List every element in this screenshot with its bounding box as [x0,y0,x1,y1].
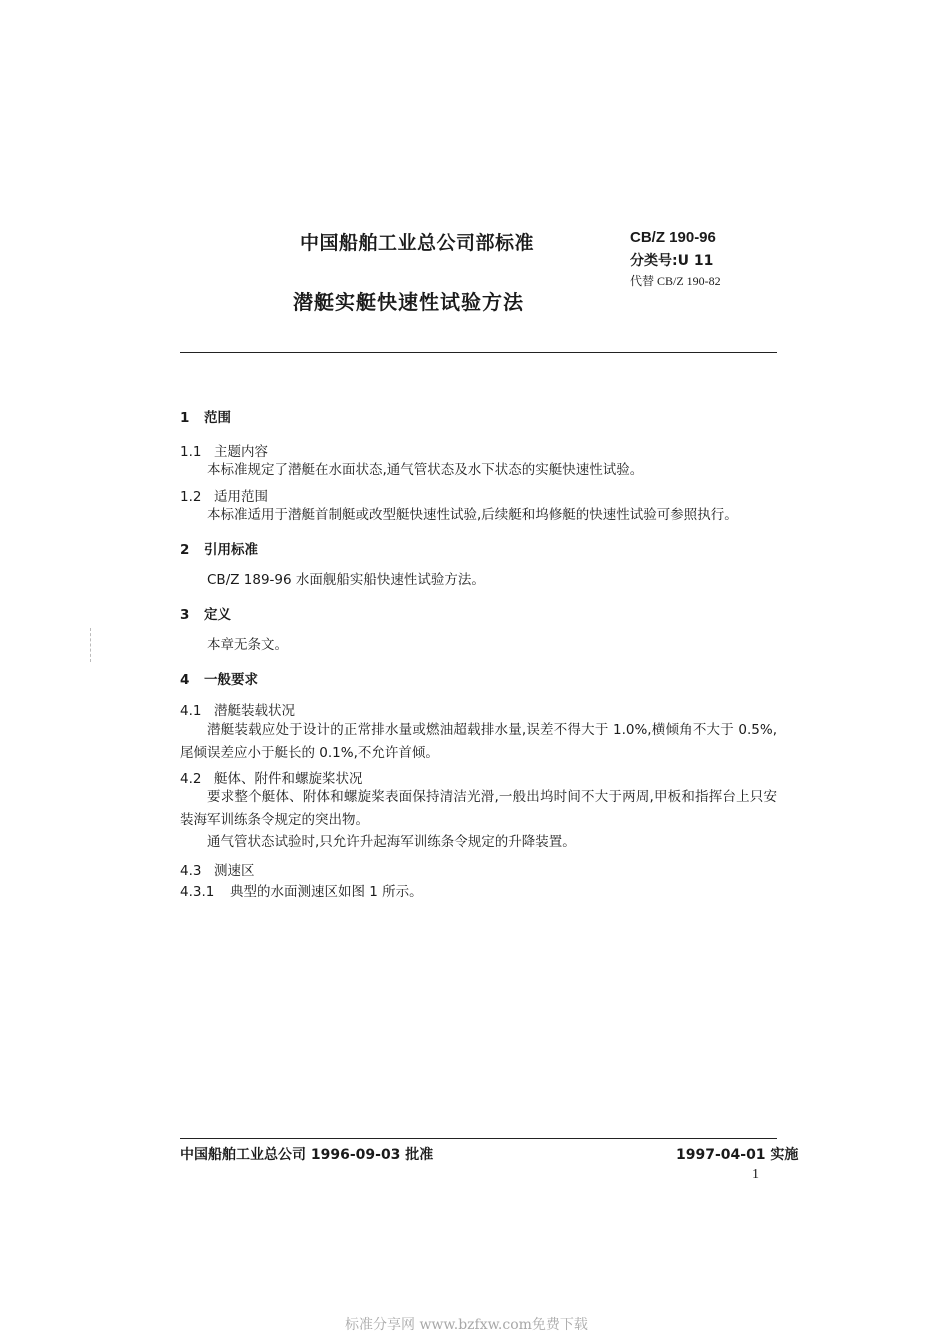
section-title: 一般要求 [204,672,258,688]
section-4-heading [180,668,258,688]
section-1-2-heading [180,485,268,505]
section-title: 引用标准 [204,542,258,558]
section-number: 4 [180,672,190,688]
section-4-3-1 [180,880,423,900]
section-title: 定义 [204,607,231,623]
section-title: 艇体、附件和螺旋桨状况 [214,771,363,787]
replaces-standard: 代替 CB/Z 190-82 [630,274,721,288]
section-3-heading [180,603,231,623]
section-text: 典型的水面测速区如图 1 所示。 [230,884,423,900]
section-number: 4.3 [180,863,202,879]
section-4-2-text-2: 通气管状态试验时,只允许升起海军训练条令规定的升降装置。 [207,834,576,850]
standard-code: CB/Z 190-96 [630,229,716,246]
section-2-heading [180,538,258,558]
section-4-1-text: 潜艇装载应处于设计的正常排水量或燃油超载排水量,误差不得大于 1.0%,横倾角不大于 0.5%,尾倾误差应小于艇长的 0.1%,不允许首倾。 [180,722,777,761]
section-number: 1.2 [180,489,202,505]
section-title: 适用范围 [214,489,268,505]
section-1-2-text: 本标准适用于潜艇首制艇或改型艇快速性试验,后续艇和坞修艇的快速性试验可参照执行。 [207,507,738,523]
section-1-heading [180,406,231,426]
classification-number: 分类号:U 11 [630,253,714,269]
footer-divider [180,1138,777,1139]
effective-date: 1997-04-01 实施 [676,1147,799,1163]
page-number: 1 [752,1167,759,1182]
section-number: 4.1 [180,703,202,719]
section-1-1-text: 本标准规定了潜艇在水面状态,通气管状态及水下状态的实艇快速性试验。 [207,462,644,478]
watermark: 标准分享网 www.bzfxw.com免费下载 [345,1317,588,1333]
section-number: 3 [180,607,190,623]
section-number: 2 [180,542,190,558]
document-title: 潜艇实艇快速性试验方法 [293,290,524,314]
section-4-2-text-1: 要求整个艇体、附体和螺旋桨表面保持清洁光滑,一般出坞时间不大于两周,甲板和指挥台上只安装海军训练条令规定的突出物。 [180,789,777,828]
section-4-2-heading [180,767,363,787]
approval-note: 中国船舶工业总公司 1996-09-03 批准 [180,1147,434,1163]
section-title: 主题内容 [214,444,268,460]
binding-margin-marks [90,628,93,662]
header-divider [180,352,777,353]
section-title: 测速区 [214,863,255,879]
section-1-1-heading [180,440,268,460]
section-2-text: CB/Z 189-96 水面舰船实船快速性试验方法。 [207,572,485,588]
section-number: 1 [180,410,190,426]
section-4-3-heading [180,859,255,879]
section-number: 4.2 [180,771,202,787]
section-title: 范围 [204,410,231,426]
org-title: 中国船舶工业总公司部标准 [300,232,535,254]
section-number: 1.1 [180,444,202,460]
section-number: 4.3.1 [180,884,215,900]
section-3-text: 本章无条文。 [207,637,288,653]
section-title: 潜艇装载状况 [214,703,295,719]
section-4-1-heading [180,699,295,719]
